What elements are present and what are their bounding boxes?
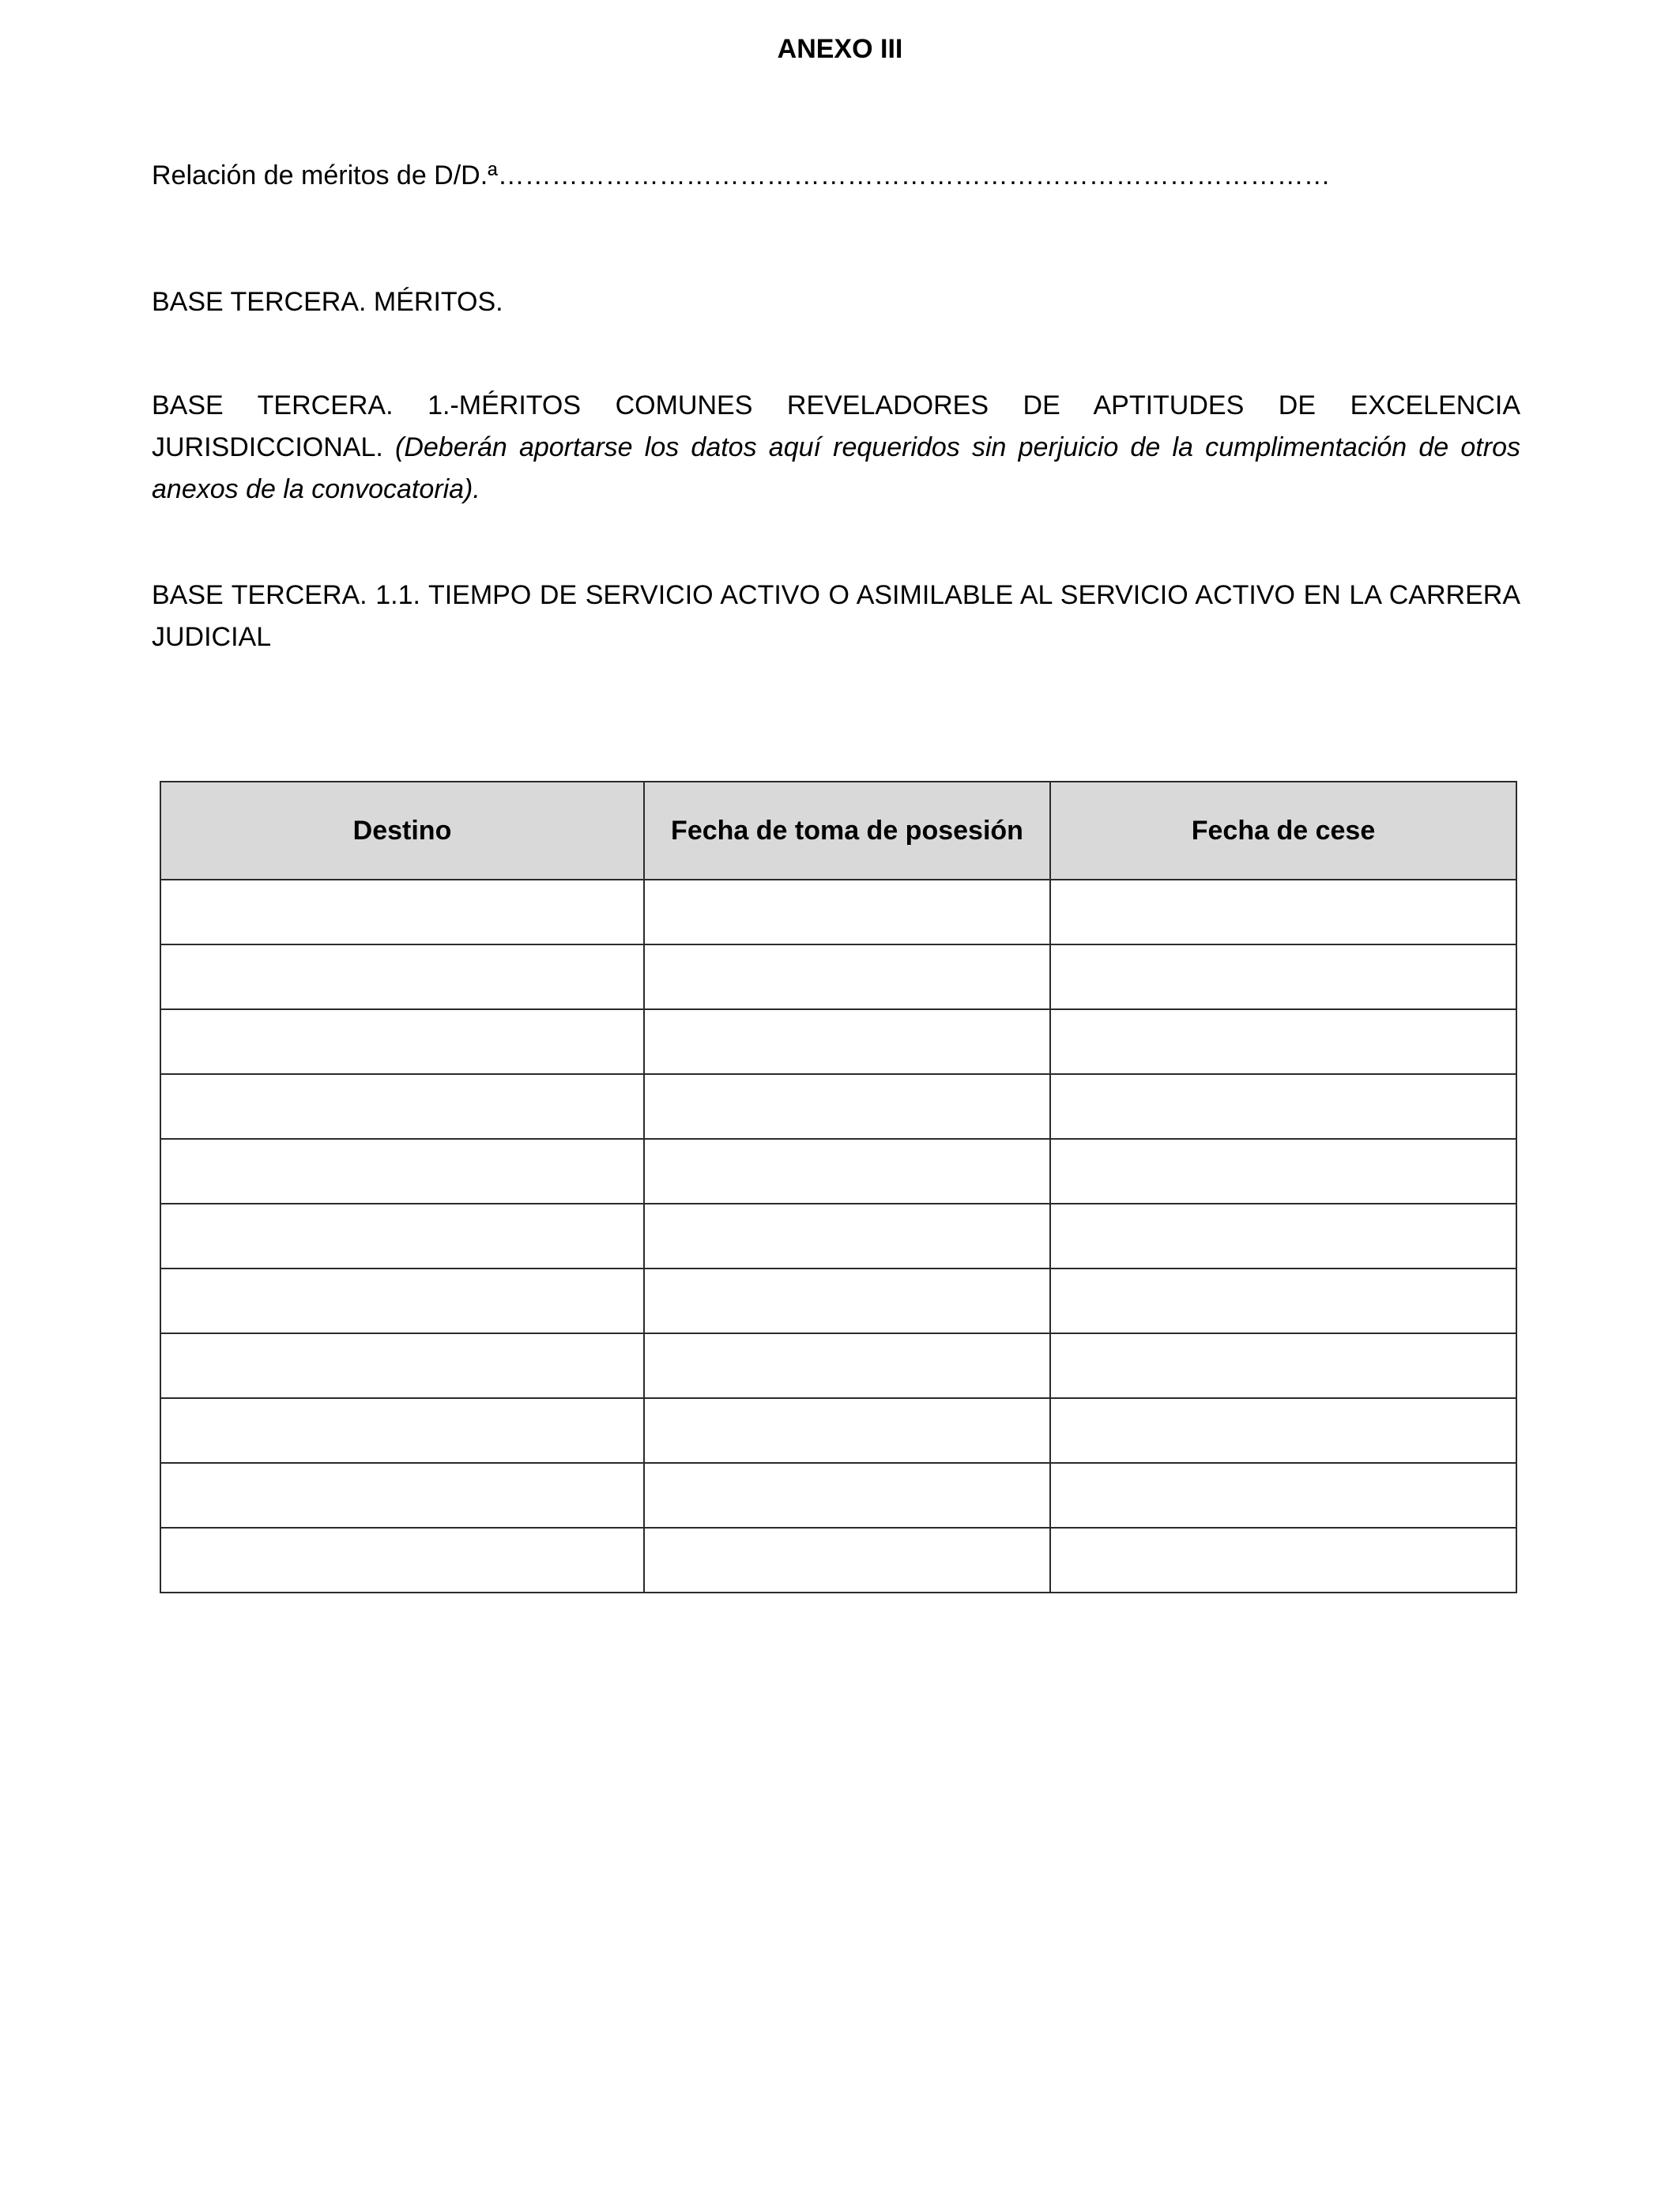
fecha-cese-cell[interactable] [1050,1139,1516,1204]
fecha-cese-cell[interactable] [1050,1528,1516,1593]
destino-cell[interactable] [160,1204,644,1269]
table-header-row [160,782,1516,880]
fecha-toma-posesion-cell[interactable] [644,1009,1050,1074]
table-row [160,1074,1516,1139]
destino-cell[interactable] [160,1528,644,1593]
fecha-toma-posesion-cell[interactable] [644,1333,1050,1398]
fecha-cese-cell[interactable] [1050,1269,1516,1333]
table-row [160,1528,1516,1593]
fecha-cese-cell[interactable] [1050,1463,1516,1528]
destino-cell[interactable] [160,1398,644,1463]
fecha-cese-cell[interactable] [1050,1398,1516,1463]
table-row [160,880,1516,944]
table-row [160,1398,1516,1463]
fecha-cese-cell[interactable] [1050,880,1516,944]
base-meritos-heading: BASE TERCERA. MÉRITOS. [152,287,503,317]
base-1-text: BASE TERCERA. 1.-MÉRITOS COMUNES REVELADORES DE APTITUDES DE EXCELENCIA JURISDICCIONAL. [152,390,1520,462]
table-row [160,944,1516,1009]
table-row [160,1333,1516,1398]
fecha-toma-posesion-cell[interactable] [644,1074,1050,1139]
destino-cell[interactable] [160,1009,644,1074]
base-1-paragraph [152,385,1520,511]
fecha-toma-posesion-cell[interactable] [644,1463,1050,1528]
fecha-toma-posesion-cell[interactable] [644,1269,1050,1333]
table-body [160,880,1516,1593]
fecha-cese-cell[interactable] [1050,1204,1516,1269]
destino-cell[interactable] [160,1139,644,1204]
fecha-toma-posesion-cell[interactable] [644,1139,1050,1204]
destino-cell[interactable] [160,1463,644,1528]
header-destino: Destino [160,782,644,880]
table-row [160,1009,1516,1074]
relacion-fill-dots: ………………………………………………………………………………… [497,160,1331,190]
destino-cell[interactable] [160,1333,644,1398]
fecha-toma-posesion-cell[interactable] [644,1528,1050,1593]
table-row [160,1139,1516,1204]
fecha-cese-cell[interactable] [1050,1074,1516,1139]
fecha-toma-posesion-cell[interactable] [644,880,1050,944]
header-fecha-cese: Fecha de cese [1050,782,1516,880]
relacion-label: Relación de méritos de D/D.ª [152,160,498,190]
table-row [160,1463,1516,1528]
fecha-cese-cell[interactable] [1050,1333,1516,1398]
relacion-line [152,155,1520,197]
fecha-toma-posesion-cell[interactable] [644,944,1050,1009]
fecha-cese-cell[interactable] [1050,944,1516,1009]
fecha-toma-posesion-cell[interactable] [644,1398,1050,1463]
service-table [160,781,1517,1593]
table-row [160,1269,1516,1333]
base-11-paragraph: BASE TERCERA. 1.1. TIEMPO DE SERVICIO ACTIVO O ASIMILABLE AL SERVICIO ACTIVO EN LA CARRERA JUDICIAL [152,580,1520,652]
destino-cell[interactable] [160,1269,644,1333]
service-table-wrapper [160,781,1516,1593]
fecha-cese-cell[interactable] [1050,1009,1516,1074]
table-row [160,1204,1516,1269]
destino-cell[interactable] [160,880,644,944]
destino-cell[interactable] [160,1074,644,1139]
base-1-note: (Deberán aportarse los datos aquí requeridos sin perjuicio de la cumplimentación de otros anexos de la convocatoria). [152,432,1520,504]
fecha-toma-posesion-cell[interactable] [644,1204,1050,1269]
page-title: ANEXO III [777,34,903,64]
header-fecha-toma-posesion: Fecha de toma de posesión [644,782,1050,880]
destino-cell[interactable] [160,944,644,1009]
